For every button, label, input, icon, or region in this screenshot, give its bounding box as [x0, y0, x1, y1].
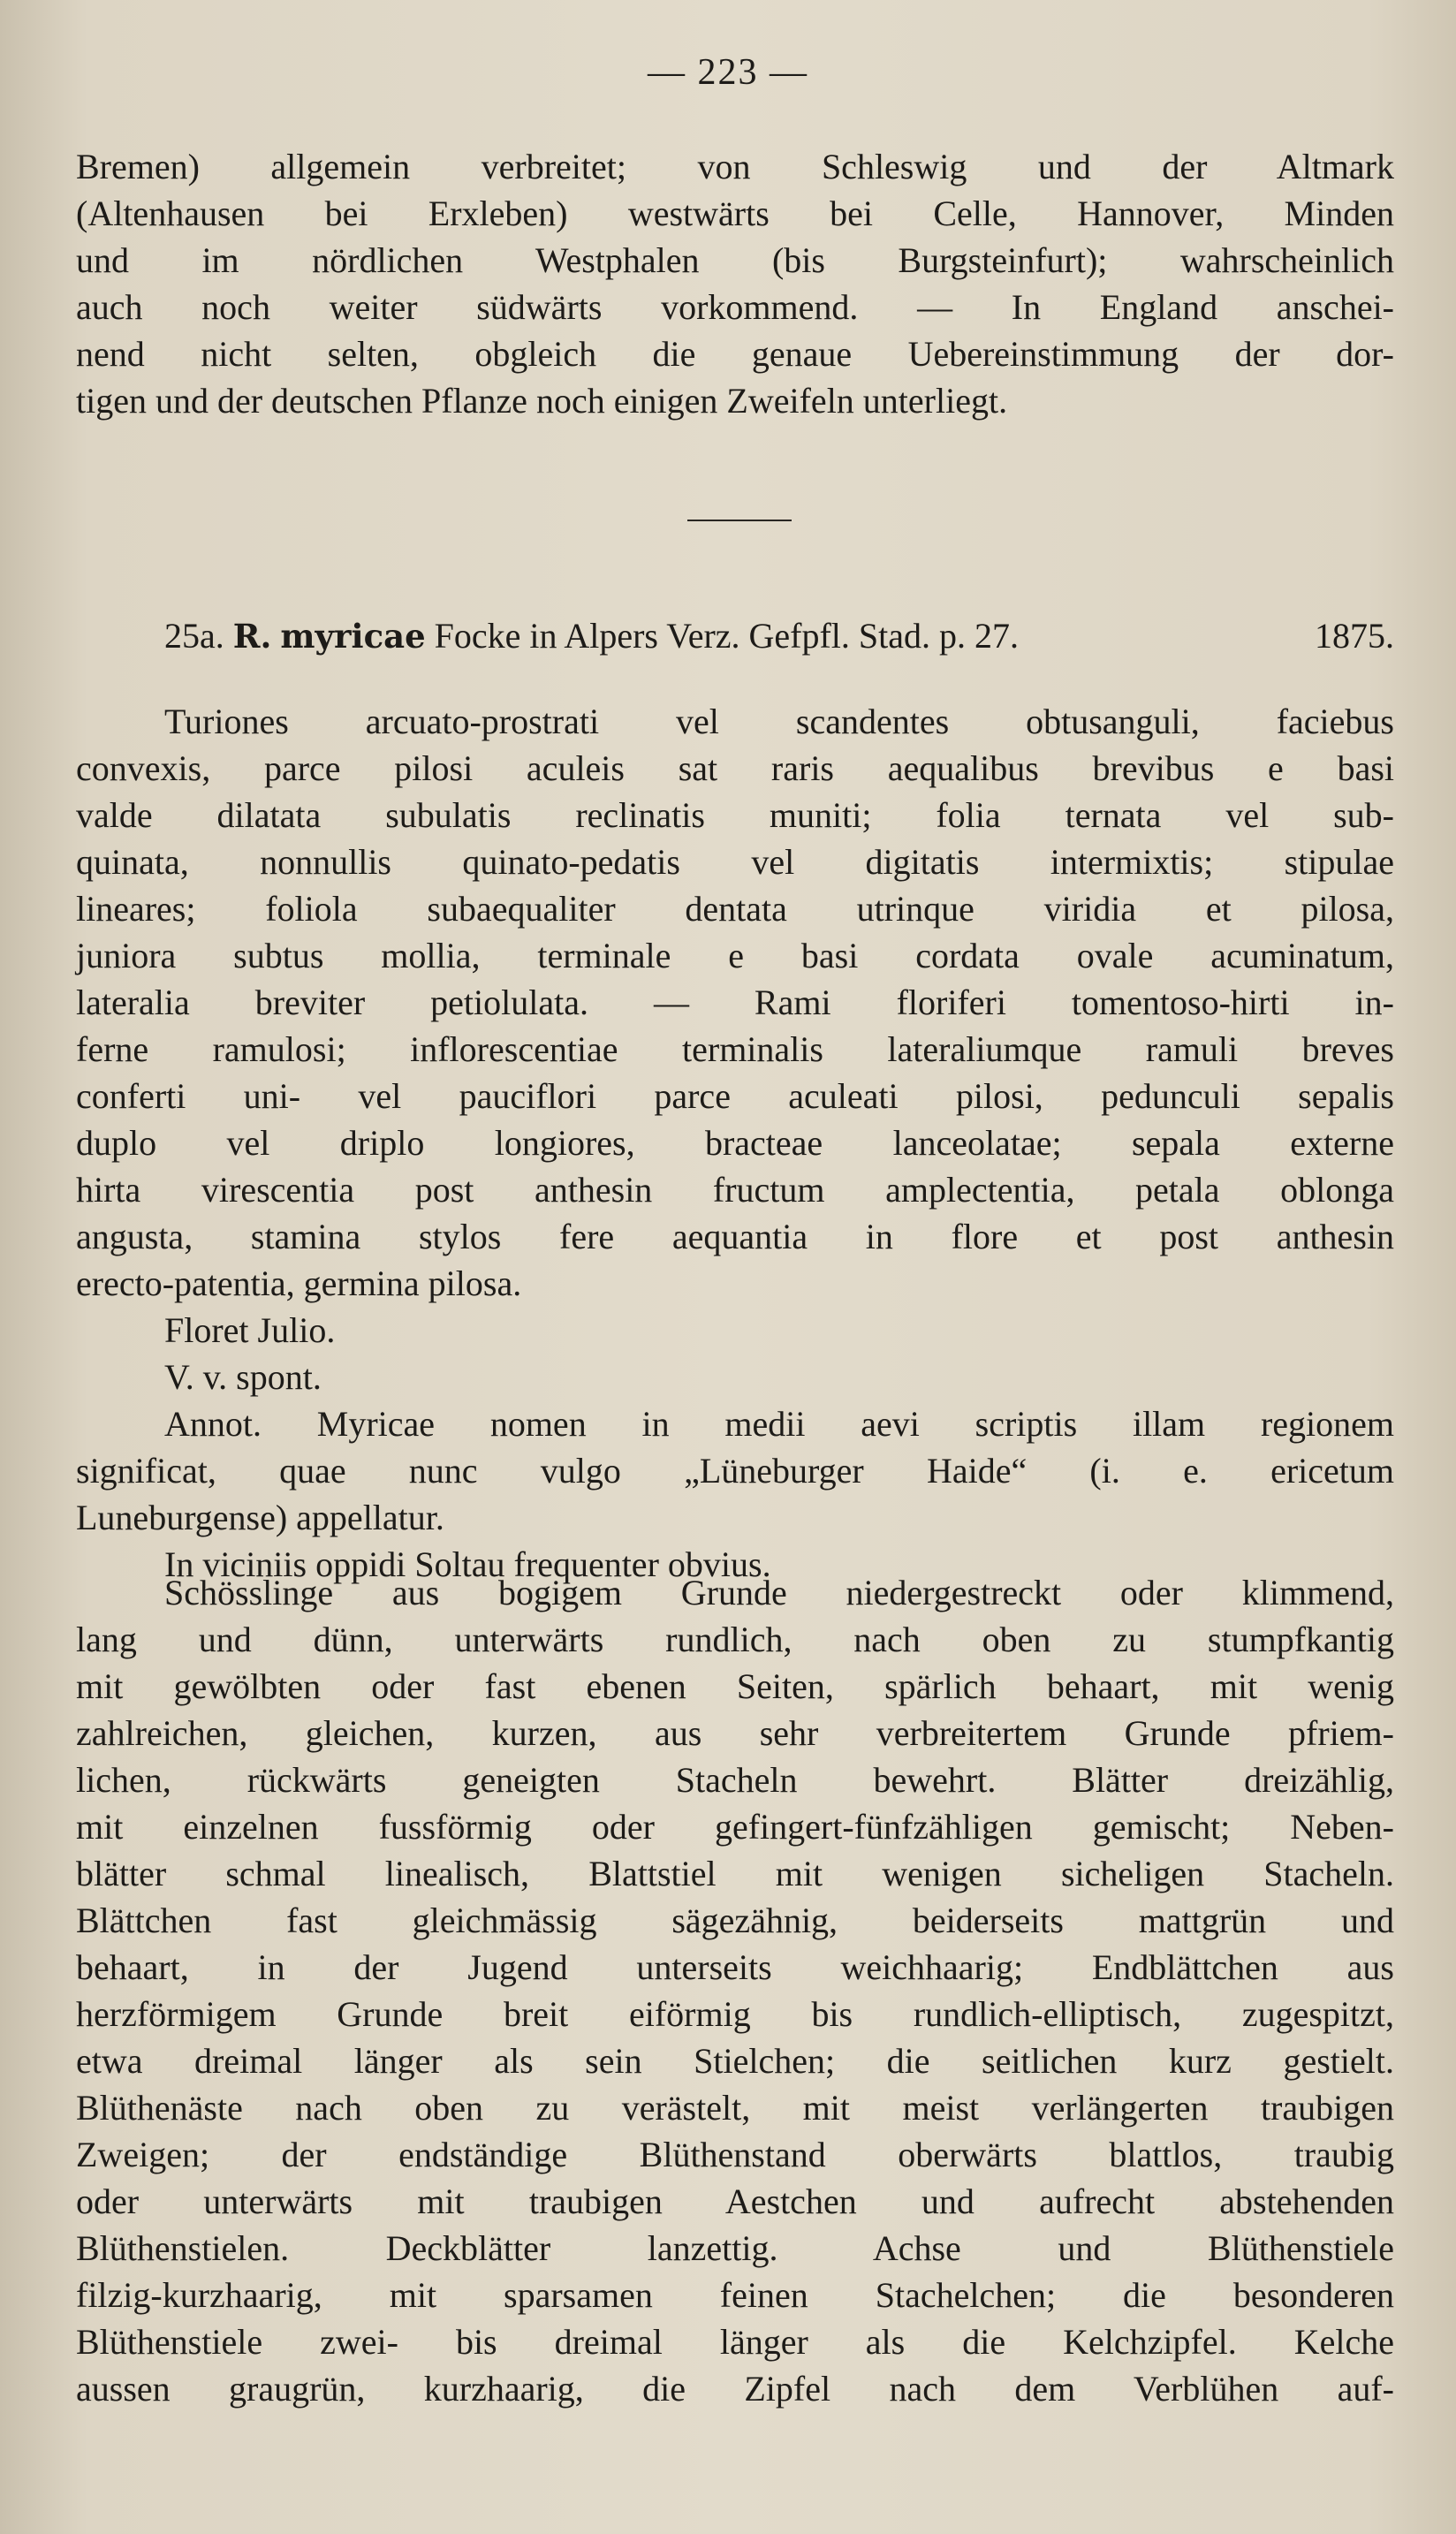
- text-line: Blüthenäste nach oben zu verästelt, mit meist verlängerten traubigen: [76, 2088, 1394, 2128]
- text-line: valde dilatata subulatis reclinatis muniti; folia ternata vel sub-: [76, 795, 1394, 835]
- text-line: convexis, parce pilosi aculeis sat raris aequalibus brevibus e basi: [76, 748, 1394, 788]
- text-line: lichen, rückwärts geneigten Stacheln bewehrt. Blätter dreizählig,: [76, 1760, 1394, 1800]
- text-line: angusta, stamina stylos fere aequantia in flore et post anthesin: [76, 1217, 1394, 1256]
- species-citation: Focke in Alpers Verz. Gefpfl. Stad. p. 27.: [434, 616, 1020, 656]
- latin-description: [76, 698, 1394, 1588]
- text-line: Turiones arcuato-prostrati vel scandentes obtusanguli, faciebus: [164, 702, 1394, 741]
- text-line: aussen graugrün, kurzhaarig, die Zipfel nach dem Verblühen auf-: [76, 2369, 1394, 2409]
- text-line: auch noch weiter südwärts vorkommend. — In England anschei-: [76, 287, 1394, 327]
- annot-line: Annot. Myricae nomen in medii aevi scriptis illam regionem: [164, 1404, 1394, 1444]
- text-line: mit gewölbten oder fast ebenen Seiten, spärlich behaart, mit wenig: [76, 1666, 1394, 1706]
- page-number: — 223 —: [648, 52, 808, 93]
- text-line: filzig-kurzhaarig, mit sparsamen feinen Stachelchen; die besonderen: [76, 2275, 1394, 2315]
- text-line: lateralia breviter petiolulata. — Rami floriferi tomentoso-hirti in-: [76, 982, 1394, 1022]
- text-line: behaart, in der Jugend unterseits weichhaarig; Endblättchen aus: [76, 1947, 1394, 1987]
- text-line: ferne ramulosi; inflorescentiae terminalis lateraliumque ramuli breves: [76, 1029, 1394, 1069]
- text-line: blätter schmal linealisch, Blattstiel mit wenigen sicheligen Stacheln.: [76, 1854, 1394, 1893]
- text-line: lang und dünn, unterwärts rundlich, nach oben zu stumpfkantig: [76, 1620, 1394, 1659]
- text-line: duplo vel driplo longiores, bracteae lanceolatae; sepala externe: [76, 1123, 1394, 1163]
- text-line: und im nördlichen Westphalen (bis Burgsteinfurt); wahrscheinlich: [76, 240, 1394, 280]
- text-line: erecto-patentia, germina pilosa.: [76, 1263, 522, 1303]
- species-genus: R.: [232, 617, 272, 656]
- german-description: [76, 1569, 1394, 2412]
- text-line: oder unterwärts mit traubigen Aestchen und aufrecht abstehenden: [76, 2181, 1394, 2221]
- species-name: myricae: [280, 617, 426, 656]
- text-line: Bremen) allgemein verbreitet; von Schleswig und der Altmark: [76, 147, 1394, 186]
- intro-paragraph: [76, 143, 1394, 424]
- text-line: (Altenhausen bei Erxleben) westwärts bei Celle, Hannover, Minden: [76, 193, 1394, 233]
- species-heading: [164, 612, 1394, 660]
- annot-line: significat, quae nunc vulgo „Lüneburger Haide“ (i. e. ericetum: [76, 1451, 1394, 1491]
- vv-line: V. v. spont.: [164, 1357, 322, 1397]
- species-number: 25a.: [164, 616, 224, 656]
- text-line: conferti uni- vel pauciflori parce aculeati pilosi, pedunculi sepalis: [76, 1076, 1394, 1116]
- text-line: Zweigen; der endständige Blüthenstand oberwärts blattlos, traubig: [76, 2135, 1394, 2174]
- text-line: mit einzelnen fussförmig oder gefingert-fünfzähligen gemischt; Neben-: [76, 1807, 1394, 1847]
- text-line: juniora subtus mollia, terminale e basi cordata ovale acuminatum,: [76, 936, 1394, 975]
- text-line: Blüthenstielen. Deckblätter lanzettig. Achse und Blüthenstiele: [76, 2228, 1394, 2268]
- species-title: [164, 612, 1019, 660]
- text-line: hirta virescentia post anthesin fructum amplectentia, petala oblonga: [76, 1170, 1394, 1210]
- section-divider: [687, 520, 792, 521]
- text-line: nend nicht selten, obgleich die genaue Uebereinstimmung der dor-: [76, 334, 1394, 374]
- text-line: quinata, nonnullis quinato-pedatis vel digitatis intermixtis; stipulae: [76, 842, 1394, 882]
- vicinity-line: In viciniis oppidi Soltau frequenter obvius.: [164, 1544, 771, 1584]
- text-line: herzförmigem Grunde breit eiförmig bis rundlich-elliptisch, zugespitzt,: [76, 1994, 1394, 2034]
- annot-line: Luneburgense) appellatur.: [76, 1498, 444, 1537]
- text-line: Schösslinge aus bogigem Grunde niedergestreckt oder klimmend,: [164, 1573, 1394, 1612]
- text-line: Blättchen fast gleichmässig sägezähnig, beiderseits mattgrün und: [76, 1900, 1394, 1940]
- text-line: tigen und der deutschen Pflanze noch einigen Zweifeln unterliegt.: [76, 381, 1008, 421]
- species-year: 1875.: [1315, 616, 1394, 656]
- text-line: zahlreichen, gleichen, kurzen, aus sehr verbreitertem Grunde pfriem-: [76, 1713, 1394, 1753]
- floret-line: Floret Julio.: [164, 1310, 336, 1350]
- text-line: Blüthenstiele zwei- bis dreimal länger als die Kelchzipfel. Kelche: [76, 2322, 1394, 2362]
- text-line: lineares; foliola subaequaliter dentata utrinque viridia et pilosa,: [76, 889, 1394, 929]
- text-line: etwa dreimal länger als sein Stielchen; die seitlichen kurz gestielt.: [76, 2041, 1394, 2081]
